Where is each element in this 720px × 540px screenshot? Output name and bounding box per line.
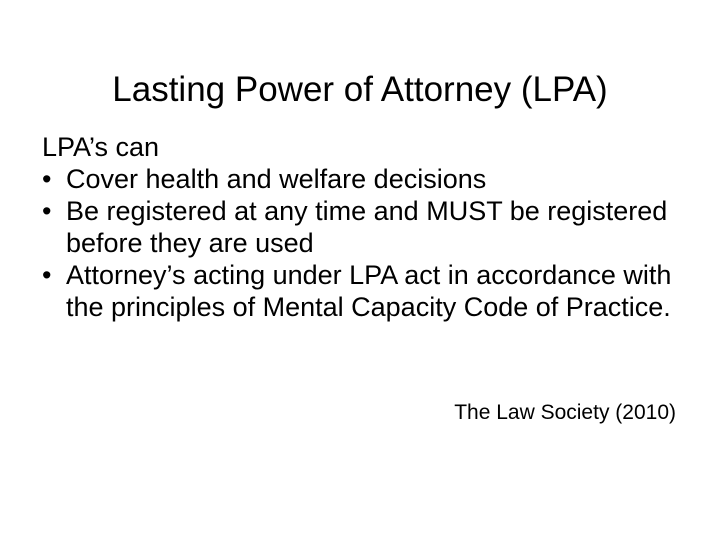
slide-body: [42, 131, 682, 323]
bullet-icon: •: [42, 260, 52, 290]
bullet-text: Be registered at any time and MUST be registered before they are used: [66, 196, 668, 258]
bullet-icon: •: [42, 164, 52, 194]
bullet-text: Cover health and welfare decisions: [66, 164, 487, 194]
bullet-text: Attorney’s acting under LPA act in accordance with the principles of Mental Capacity Code of Practice.: [66, 260, 672, 322]
bullet-list: [42, 163, 682, 323]
bullet-icon: •: [42, 196, 52, 226]
list-item: [42, 163, 682, 195]
slide-title: Lasting Power of Attorney (LPA): [112, 70, 608, 109]
intro-text: LPA’s can: [42, 132, 160, 162]
citation: The Law Society (2010): [454, 401, 676, 424]
list-item: [42, 195, 682, 259]
list-item: [42, 259, 682, 323]
